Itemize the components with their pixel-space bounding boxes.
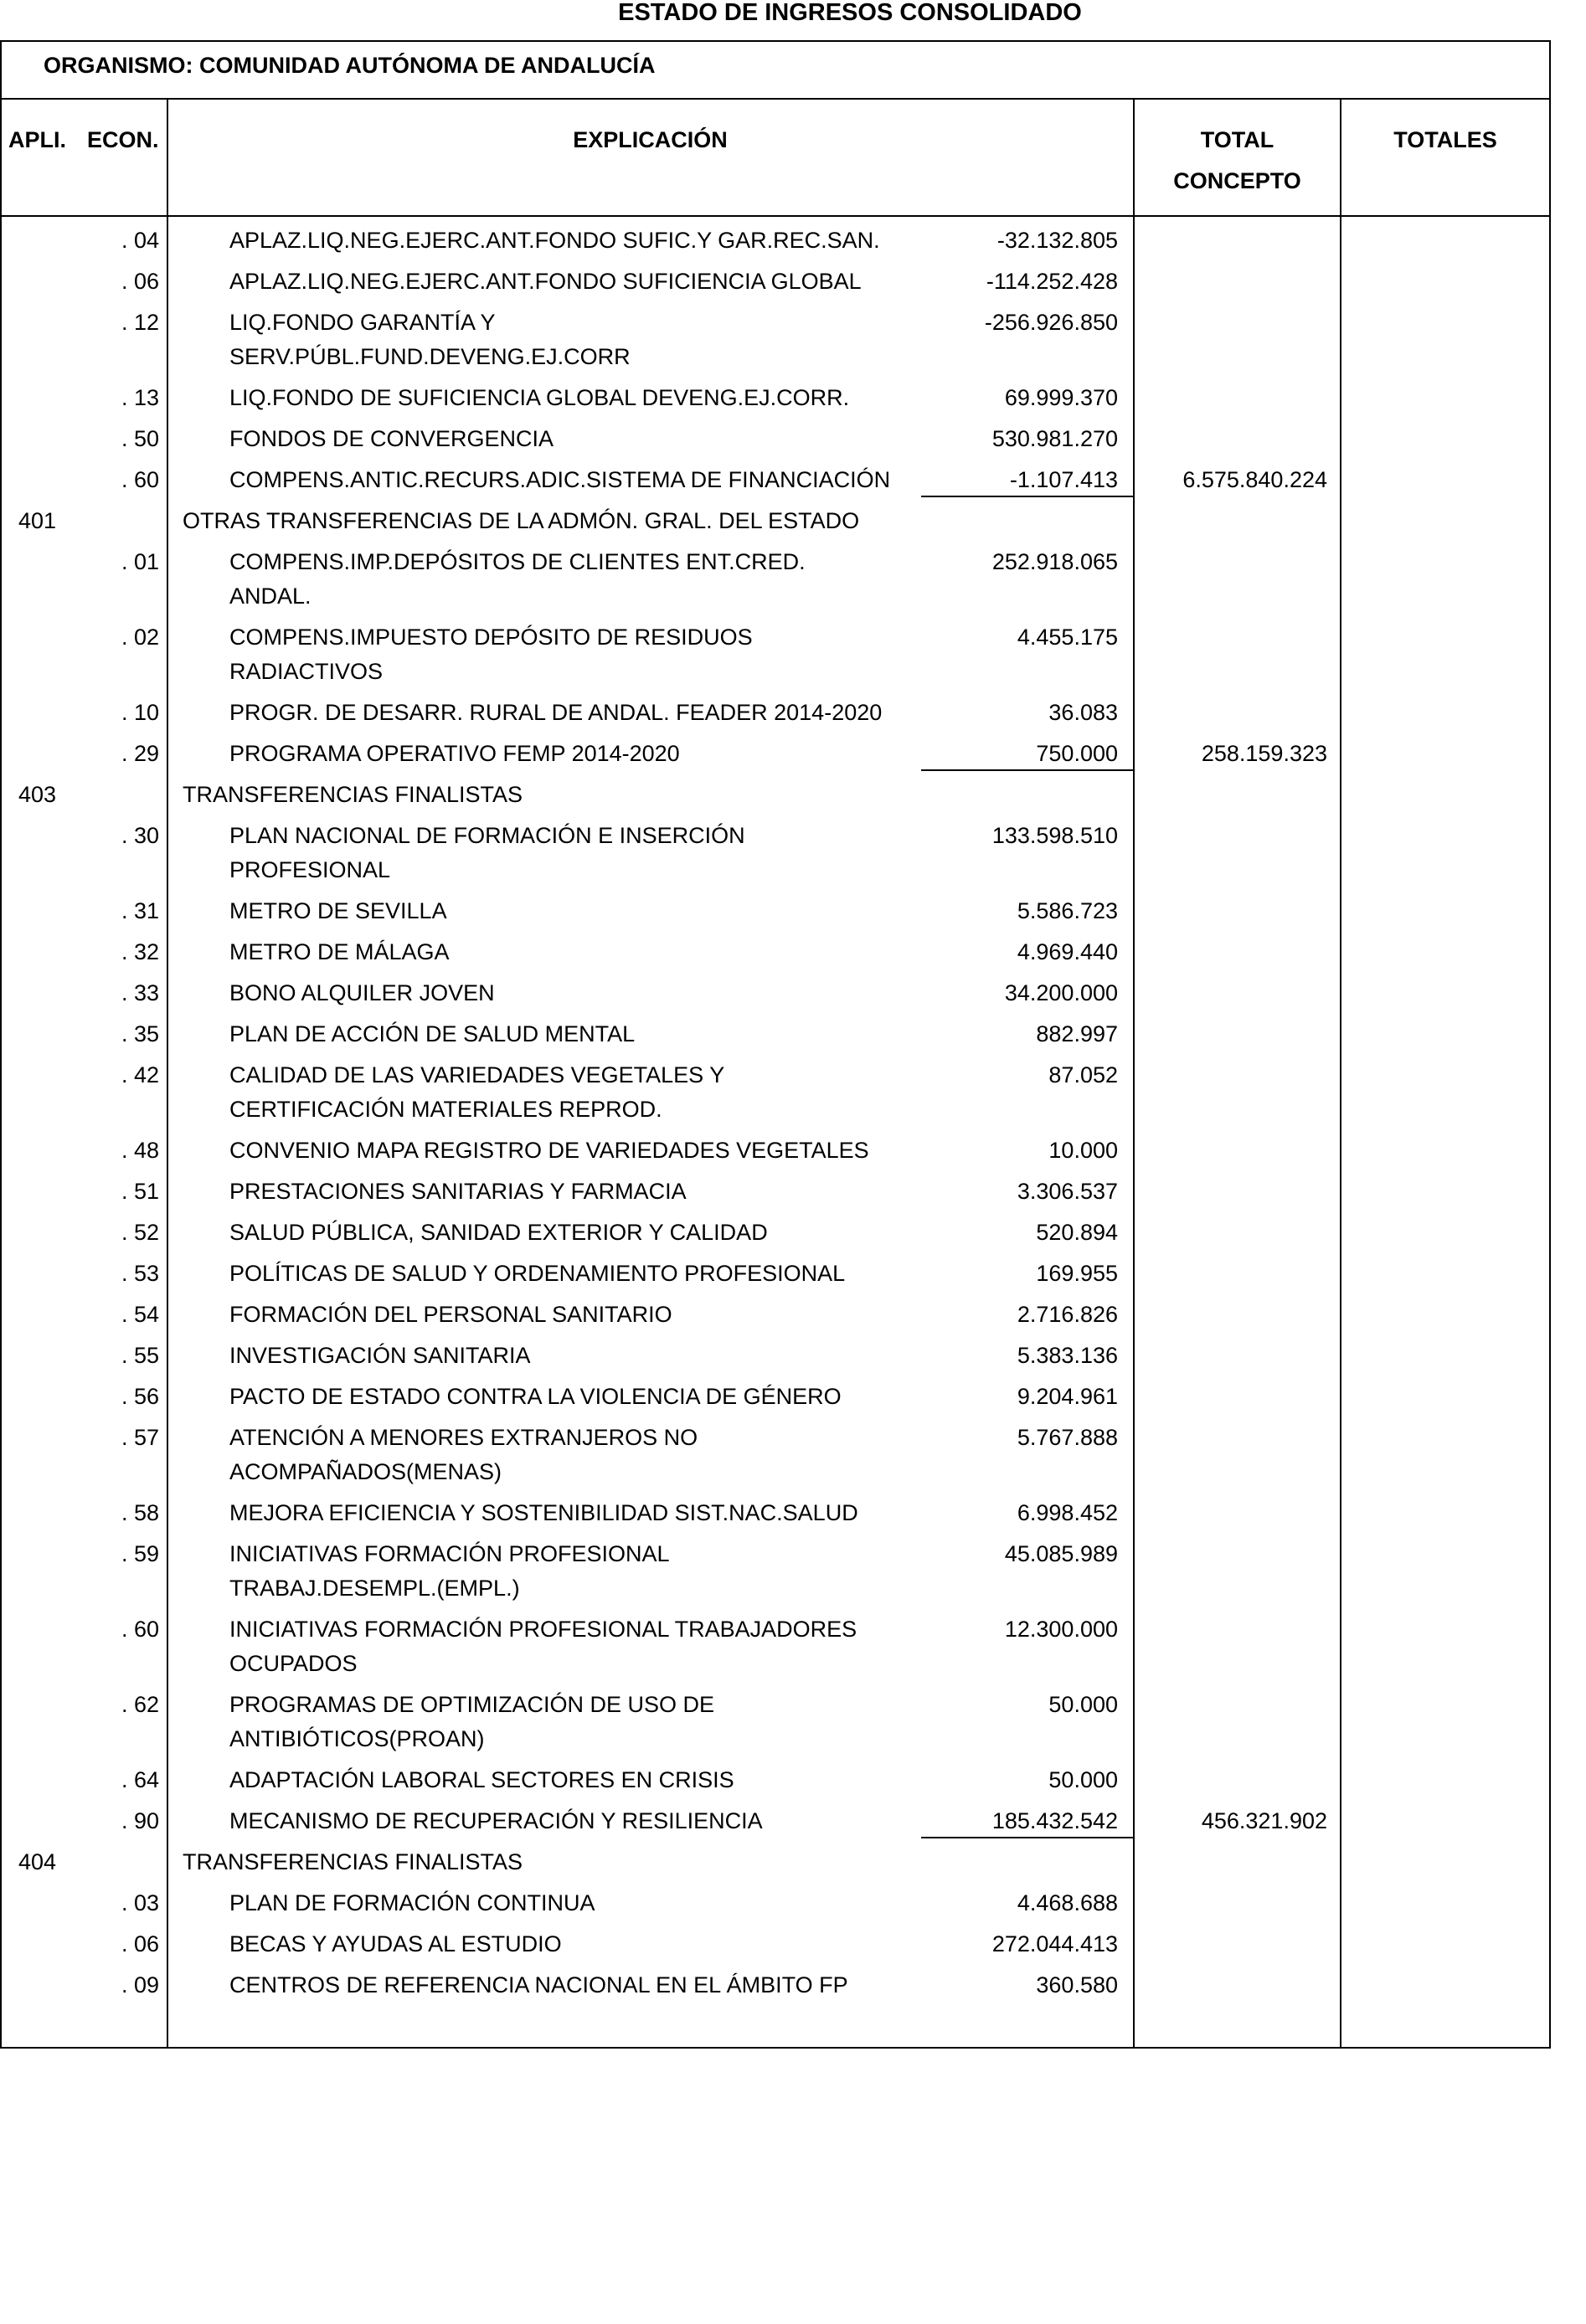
- table-row-amount: 4.455.175: [1017, 625, 1118, 650]
- table-row-econ: . 50: [121, 426, 159, 451]
- table-row-econ: . 42: [121, 1062, 159, 1087]
- description-line: METRO DE MÁLAGA: [229, 939, 450, 964]
- col-divider-econ: [167, 98, 168, 2049]
- table-row-amount: 252.918.065: [991, 549, 1118, 574]
- table-row-description: [229, 1804, 916, 1838]
- table-row-econ: . 51: [121, 1179, 159, 1204]
- description-line: ANTIBIÓTICOS(PROAN): [229, 1726, 485, 1751]
- description-line: ANDAL.: [229, 584, 312, 609]
- table-row-econ: . 58: [121, 1500, 159, 1525]
- table-row-group-title: TRANSFERENCIAS FINALISTAS: [183, 1849, 523, 1874]
- subtotal-underline: [921, 496, 1133, 497]
- col-divider-explicacion: [1133, 98, 1135, 2049]
- table-row-amount: 3.306.537: [1017, 1179, 1118, 1204]
- table-row-description: [229, 1134, 916, 1168]
- table-row-amount: -256.926.850: [984, 310, 1118, 335]
- organismo-label: ORGANISMO: COMUNIDAD AUTÓNOMA DE ANDALUCÍA: [44, 53, 656, 78]
- table-row-econ: . 12: [121, 310, 159, 335]
- table-row-econ: . 59: [121, 1541, 159, 1566]
- table-row-description: [229, 1886, 916, 1920]
- description-line: COMPENS.IMPUESTO DEPÓSITO DE RESIDUOS: [229, 625, 753, 650]
- table-row-group-title: TRANSFERENCIAS FINALISTAS: [183, 782, 523, 807]
- description-line: PLAN DE FORMACIÓN CONTINUA: [229, 1890, 595, 1915]
- table-row-apli: 403: [18, 782, 57, 807]
- table-row-amount: 12.300.000: [1004, 1617, 1118, 1642]
- document-title: ESTADO DE INGRESOS CONSOLIDADO: [618, 0, 1082, 26]
- table-row-description: [229, 1763, 916, 1797]
- table-row-description: [229, 265, 916, 299]
- table-row-description: [229, 1421, 916, 1489]
- description-line: PLAN DE ACCIÓN DE SALUD MENTAL: [229, 1021, 636, 1046]
- header-econ: ECON.: [87, 127, 159, 152]
- description-line: LIQ.FONDO GARANTÍA Y: [229, 310, 496, 335]
- table-row-description: [229, 819, 916, 887]
- table-left-border: [0, 40, 2, 2049]
- table-row-description: [229, 620, 916, 689]
- table-row-description: [229, 1257, 916, 1291]
- description-line: APLAZ.LIQ.NEG.EJERC.ANT.FONDO SUFIC.Y GAR.REC.SAN.: [229, 228, 880, 253]
- description-line: PROGR. DE DESARR. RURAL DE ANDAL. FEADER 2014-2020: [229, 700, 883, 725]
- table-row-amount: 50.000: [1048, 1767, 1118, 1792]
- description-line: POLÍTICAS DE SALUD Y ORDENAMIENTO PROFESIONAL: [229, 1261, 846, 1286]
- table-row-econ: . 06: [121, 269, 159, 294]
- description-line: LIQ.FONDO DE SUFICIENCIA GLOBAL DEVENG.EJ.CORR.: [229, 385, 850, 410]
- table-row-econ: . 90: [121, 1808, 159, 1833]
- table-row-amount: 69.999.370: [1004, 385, 1118, 410]
- description-line: RADIACTIVOS: [229, 659, 384, 684]
- table-row-econ: . 32: [121, 939, 159, 964]
- table-row-description: [229, 1058, 916, 1127]
- description-line: COMPENS.IMP.DEPÓSITOS DE CLIENTES ENT.CRED.: [229, 549, 806, 574]
- table-row-amount: 133.598.510: [991, 823, 1118, 848]
- table-row-econ: . 33: [121, 980, 159, 1005]
- table-row-amount: 5.383.136: [1017, 1343, 1118, 1368]
- description-line: PLAN NACIONAL DE FORMACIÓN E INSERCIÓN: [229, 823, 745, 848]
- table-row-econ: . 60: [121, 1617, 159, 1642]
- table-right-border: [1549, 40, 1551, 2049]
- description-line: ACOMPAÑADOS(MENAS): [229, 1459, 502, 1484]
- table-row-econ: . 57: [121, 1425, 159, 1450]
- description-line: OCUPADOS: [229, 1651, 358, 1676]
- table-row-total-concepto: 258.159.323: [1201, 741, 1327, 766]
- header-bottom-border: [0, 215, 1551, 217]
- table-row-description: [229, 463, 916, 497]
- table-row-amount: 2.716.826: [1017, 1302, 1118, 1327]
- description-line: CENTROS DE REFERENCIA NACIONAL EN EL ÁMBITO FP: [229, 1972, 848, 1998]
- table-row-econ: . 01: [121, 549, 159, 574]
- description-line: CALIDAD DE LAS VARIEDADES VEGETALES Y: [229, 1062, 725, 1087]
- table-row-description: [229, 1612, 916, 1681]
- table-row-amount: 34.200.000: [1004, 980, 1118, 1005]
- header-apli: APLI.: [8, 127, 67, 152]
- table-row-econ: . 02: [121, 625, 159, 650]
- description-line: PACTO DE ESTADO CONTRA LA VIOLENCIA DE GÉNERO: [229, 1384, 842, 1409]
- organismo-bottom-border: [0, 98, 1551, 100]
- table-row-description: [229, 422, 916, 456]
- table-row-amount: -32.132.805: [996, 228, 1118, 253]
- description-line: ATENCIÓN A MENORES EXTRANJEROS NO: [229, 1425, 698, 1450]
- table-row-description: [229, 1927, 916, 1962]
- table-row-amount: 6.998.452: [1017, 1500, 1118, 1525]
- table-row-description: [229, 1339, 916, 1373]
- subtotal-underline: [921, 1837, 1133, 1838]
- table-row-amount: 5.586.723: [1017, 898, 1118, 923]
- description-line: METRO DE SEVILLA: [229, 898, 447, 923]
- description-line: INICIATIVAS FORMACIÓN PROFESIONAL: [229, 1541, 670, 1566]
- table-row-description: [229, 381, 916, 415]
- table-row-amount: 36.083: [1048, 700, 1118, 725]
- table-row-econ: . 64: [121, 1767, 159, 1792]
- description-line: FORMACIÓN DEL PERSONAL SANITARIO: [229, 1302, 672, 1327]
- table-row-amount: 50.000: [1048, 1692, 1118, 1717]
- table-row-econ: . 13: [121, 385, 159, 410]
- table-bottom-border: [0, 2047, 1551, 2049]
- table-row-econ: . 54: [121, 1302, 159, 1327]
- subtotal-underline: [921, 769, 1133, 771]
- table-row-amount: -1.107.413: [1009, 467, 1118, 492]
- table-row-group-title: OTRAS TRANSFERENCIAS DE LA ADMÓN. GRAL. DEL ESTADO: [183, 508, 860, 533]
- table-row-econ: . 31: [121, 898, 159, 923]
- table-row-econ: . 06: [121, 1931, 159, 1956]
- table-row-econ: . 29: [121, 741, 159, 766]
- description-line: BECAS Y AYUDAS AL ESTUDIO: [229, 1931, 562, 1956]
- table-row-description: [229, 1175, 916, 1209]
- description-line: MEJORA EFICIENCIA Y SOSTENIBILIDAD SIST.NAC.SALUD: [229, 1500, 858, 1525]
- header-total: TOTAL: [1200, 127, 1274, 152]
- table-row-amount: 4.468.688: [1017, 1890, 1118, 1915]
- table-row-description: [229, 1496, 916, 1530]
- table-row-description: [229, 1688, 916, 1756]
- description-line: ADAPTACIÓN LABORAL SECTORES EN CRISIS: [229, 1767, 734, 1792]
- table-row-econ: . 03: [121, 1890, 159, 1915]
- table-row-description: [229, 224, 916, 258]
- description-line: APLAZ.LIQ.NEG.EJERC.ANT.FONDO SUFICIENCIA GLOBAL: [229, 269, 862, 294]
- table-row-description: [229, 894, 916, 928]
- table-row-description: [229, 1216, 916, 1250]
- table-row-apli: 404: [18, 1849, 57, 1874]
- table-row-amount: 87.052: [1048, 1062, 1118, 1087]
- table-row-description: [229, 696, 916, 730]
- description-line: BONO ALQUILER JOVEN: [229, 980, 495, 1005]
- table-row-amount: 9.204.961: [1017, 1384, 1118, 1409]
- table-row-description: [229, 976, 916, 1010]
- table-row-description: [229, 545, 916, 614]
- table-row-description: [229, 1298, 916, 1332]
- table-row-total-concepto: 456.321.902: [1201, 1808, 1327, 1833]
- table-row-amount: 272.044.413: [991, 1931, 1118, 1956]
- description-line: CONVENIO MAPA REGISTRO DE VARIEDADES VEGETALES: [229, 1138, 869, 1163]
- table-row-amount: 10.000: [1048, 1138, 1118, 1163]
- table-row-amount: 45.085.989: [1004, 1541, 1118, 1566]
- table-row-econ: . 60: [121, 467, 159, 492]
- table-row-econ: . 48: [121, 1138, 159, 1163]
- table-row-description: [229, 1017, 916, 1051]
- col-divider-total: [1340, 98, 1341, 2049]
- header-totales: TOTALES: [1393, 127, 1497, 152]
- table-row-description: [229, 1537, 916, 1606]
- description-line: TRABAJ.DESEMPL.(EMPL.): [229, 1576, 520, 1601]
- description-line: FONDOS DE CONVERGENCIA: [229, 426, 554, 451]
- table-row-econ: . 30: [121, 823, 159, 848]
- table-row-econ: . 10: [121, 700, 159, 725]
- table-row-description: [229, 1968, 916, 2003]
- description-line: SERV.PÚBL.FUND.DEVENG.EJ.CORR: [229, 344, 631, 369]
- header-explicacion: EXPLICACIÓN: [573, 127, 728, 152]
- description-line: CERTIFICACIÓN MATERIALES REPROD.: [229, 1097, 662, 1122]
- header-concepto: CONCEPTO: [1173, 168, 1301, 193]
- table-row-econ: . 55: [121, 1343, 159, 1368]
- description-line: INVESTIGACIÓN SANITARIA: [229, 1343, 531, 1368]
- table-row-amount: 4.969.440: [1017, 939, 1118, 964]
- description-line: PRESTACIONES SANITARIAS Y FARMACIA: [229, 1179, 687, 1204]
- table-row-econ: . 35: [121, 1021, 159, 1046]
- table-row-amount: -114.252.428: [986, 269, 1118, 294]
- table-row-amount: 185.432.542: [991, 1808, 1118, 1833]
- table-row-apli: 401: [18, 508, 57, 533]
- description-line: MECANISMO DE RECUPERACIÓN Y RESILIENCIA: [229, 1808, 763, 1833]
- table-row-amount: 520.894: [1036, 1220, 1118, 1245]
- table-row-description: [229, 1380, 916, 1414]
- description-line: SALUD PÚBLICA, SANIDAD EXTERIOR Y CALIDAD: [229, 1220, 768, 1245]
- description-line: PROGRAMA OPERATIVO FEMP 2014-2020: [229, 741, 680, 766]
- table-top-border: [0, 40, 1551, 42]
- table-row-description: [229, 737, 916, 771]
- description-line: PROGRAMAS DE OPTIMIZACIÓN DE USO DE: [229, 1692, 715, 1717]
- table-row-econ: . 62: [121, 1692, 159, 1717]
- table-row-amount: 360.580: [1036, 1972, 1118, 1998]
- table-row-econ: . 53: [121, 1261, 159, 1286]
- description-line: INICIATIVAS FORMACIÓN PROFESIONAL TRABAJADORES: [229, 1617, 857, 1642]
- table-row-amount: 750.000: [1036, 741, 1118, 766]
- table-row-total-concepto: 6.575.840.224: [1182, 467, 1327, 492]
- table-row-econ: . 04: [121, 228, 159, 253]
- table-row-description: [229, 935, 916, 969]
- table-row-description: [229, 306, 916, 374]
- description-line: COMPENS.ANTIC.RECURS.ADIC.SISTEMA DE FINANCIACIÓN: [229, 467, 891, 492]
- table-row-econ: . 56: [121, 1384, 159, 1409]
- table-row-amount: 5.767.888: [1017, 1425, 1118, 1450]
- description-line: PROFESIONAL: [229, 857, 391, 882]
- table-row-amount: 530.981.270: [991, 426, 1118, 451]
- table-row-amount: 882.997: [1036, 1021, 1118, 1046]
- table-row-econ: . 09: [121, 1972, 159, 1998]
- table-row-amount: 169.955: [1036, 1261, 1118, 1286]
- table-row-econ: . 52: [121, 1220, 159, 1245]
